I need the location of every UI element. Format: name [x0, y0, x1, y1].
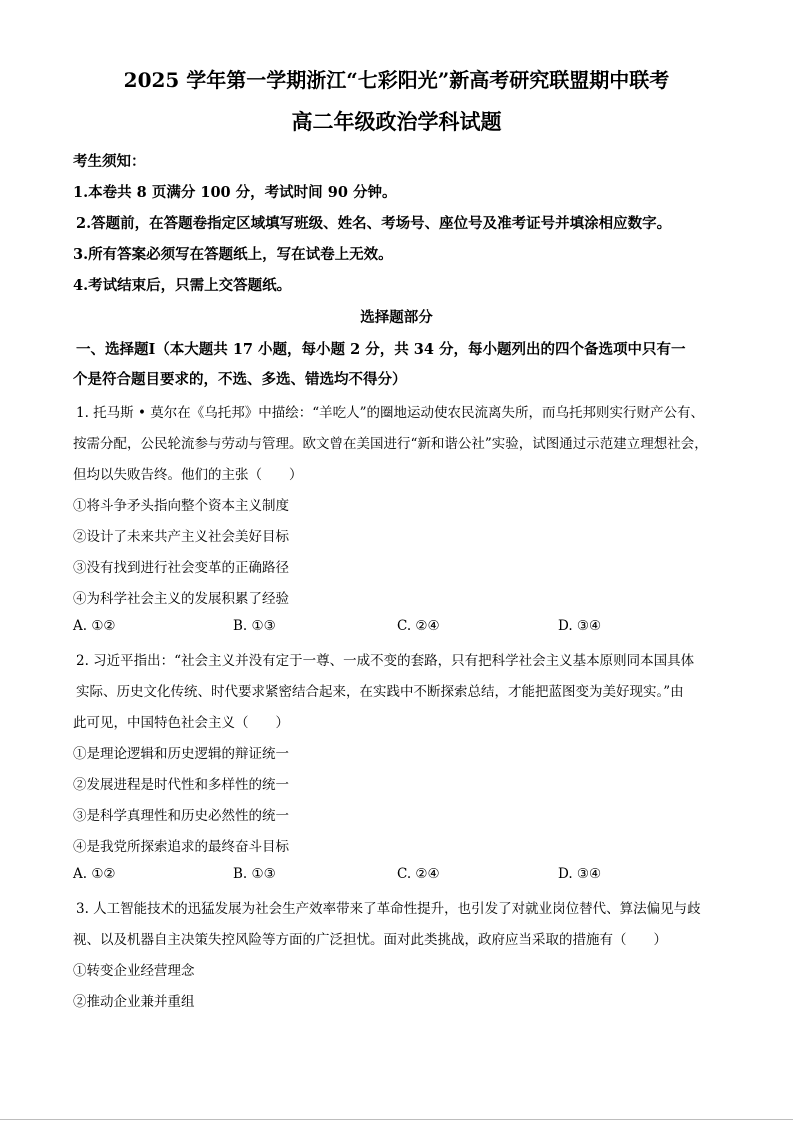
- question-stem: 1. 托马斯 • 莫尔在《乌托邦》中描绘：“羊吃人”的圈地运动使农民流离失所，而乌托邦则实行财产公有、: [76, 405, 705, 421]
- statement: ④是我党所探索追求的最终奋斗目标: [73, 839, 289, 855]
- statement: ②设计了未来共产主义社会美好目标: [73, 529, 289, 545]
- notice-item: 1.本卷共 8 页满分 100 分，考试时间 90 分钟。: [73, 184, 397, 201]
- page-bottom-divider: [0, 1119, 793, 1120]
- section-heading: 个是符合题目要求的，不选、多选、错选均不得分）: [73, 371, 407, 388]
- exam-subtitle: 高二年级政治学科试题: [291, 109, 502, 134]
- question-stem: 视、以及机器自主决策失控风险等方面的广泛担忧。面对此类挑战，政府应当采取的措施有（ ）: [73, 932, 667, 948]
- statement: ③是科学真理性和历史必然性的统一: [73, 808, 289, 824]
- question-stem: 此可见，中国特色社会主义（ ）: [73, 715, 289, 731]
- exam-title: 2025 学年第一学期浙江“七彩阳光”新高考研究联盟期中联考: [123, 68, 670, 92]
- question-stem: 2. 习近平指出：“社会主义并没有定于一尊、一成不变的套路，只有把科学社会主义基本原则同本国具体: [76, 653, 695, 669]
- statement: ②发展进程是时代性和多样性的统一: [73, 777, 289, 793]
- statement: ②推动企业兼并重组: [73, 994, 195, 1010]
- statement: ④为科学社会主义的发展积累了经验: [73, 591, 289, 607]
- option-c: C. ②④: [397, 866, 440, 882]
- option-c: C. ②④: [397, 618, 440, 634]
- question-stem: 实际、历史文化传统、时代要求紧密结合起来，在实践中不断探索总结，才能把蓝图变为美好现实。”由: [76, 684, 684, 700]
- section-title: 选择题部分: [360, 309, 433, 326]
- notice-heading: 考生须知：: [73, 153, 146, 170]
- question-stem: 3. 人工智能技术的迅猛发展为社会生产效率带来了革命性提升，也引发了对就业岗位替代、算法偏见与歧: [76, 901, 701, 917]
- question-stem: 按需分配，公民轮流参与劳动与管理。欧文曾在美国进行“新和谐公社”实验，试图通过示范建立理想社会，: [73, 436, 708, 452]
- notice-item: 2.答题前，在答题卷指定区域填写班级、姓名、考场号、座位号及准考证号并填涂相应数字。: [76, 215, 672, 232]
- statement: ③没有找到进行社会变革的正确路径: [73, 560, 289, 576]
- option-b: B. ①③: [233, 618, 276, 634]
- notice-item: 4.考试结束后，只需上交答题纸。: [73, 277, 292, 294]
- option-a: A. ①②: [73, 866, 116, 882]
- option-d: D. ③④: [558, 866, 602, 882]
- option-a: A. ①②: [73, 618, 116, 634]
- statement: ①将斗争矛头指向整个资本主义制度: [73, 498, 289, 514]
- statement: ①是理论逻辑和历史逻辑的辩证统一: [73, 746, 289, 762]
- notice-item: 3.所有答案必须写在答题纸上，写在试卷上无效。: [73, 246, 393, 263]
- option-d: D. ③④: [558, 618, 602, 634]
- option-b: B. ①③: [233, 866, 276, 882]
- question-stem: 但均以失败告终。他们的主张（ ）: [73, 467, 303, 483]
- section-heading: 一、选择题Ⅰ（本大题共 17 小题，每小题 2 分，共 34 分，每小题列出的四个备选项中只有一: [76, 341, 686, 358]
- statement: ①转变企业经营理念: [73, 963, 195, 979]
